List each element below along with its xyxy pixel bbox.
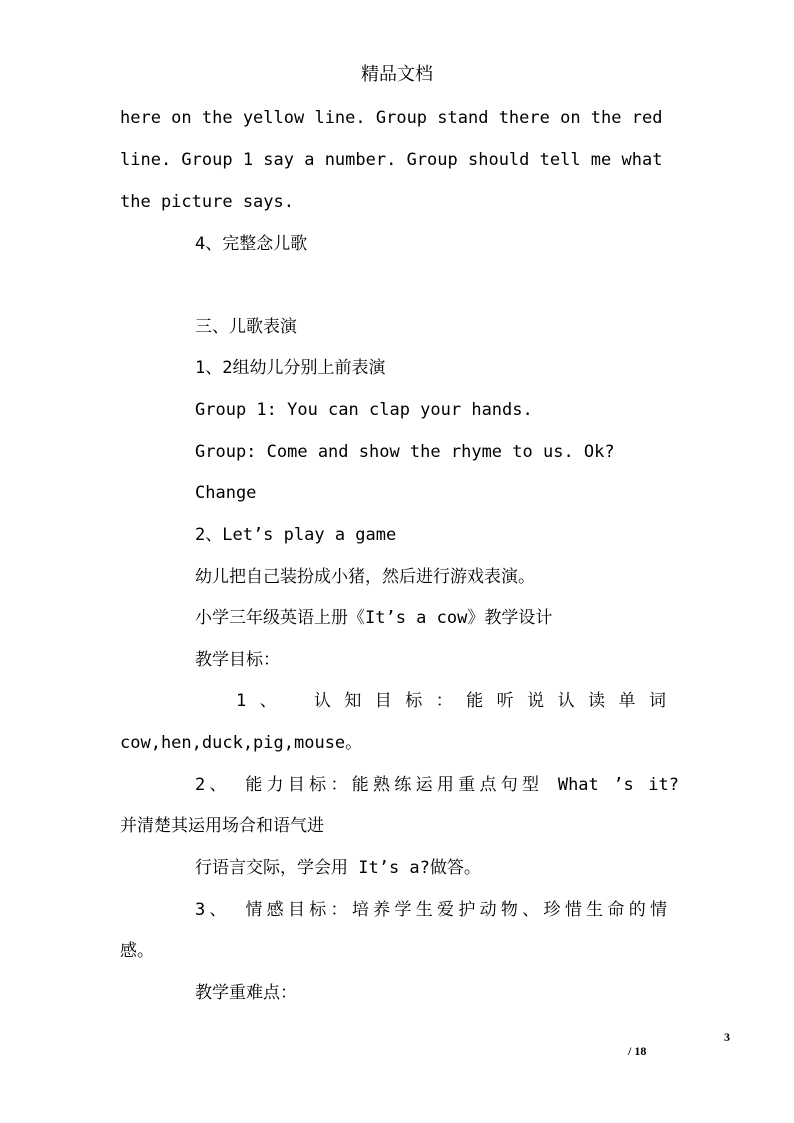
text-line: 幼儿把自己装扮成小猪，然后进行游戏表演。 [195, 567, 535, 587]
page-number: 3 [724, 1030, 730, 1044]
text-line: 并清楚其运用场合和语气进 [120, 816, 324, 836]
text-line: 2、Let’s play a game [195, 525, 397, 545]
text-line: 3、 情感目标：培养学生爱护动物、珍惜生命的情 [195, 900, 667, 920]
text-line: 1、2组幼儿分别上前表演 [195, 358, 386, 378]
text-line: here on the yellow line. Group stand there on the red [120, 108, 663, 128]
text-line: 4、完整念儿歌 [195, 234, 308, 254]
text-line: cow,hen,duck,pig,mouse。 [120, 733, 363, 753]
text-line: 2、 能力目标：能熟练运用重点句型 What ’s it? [195, 775, 679, 795]
text-line: 教学目标： [195, 650, 280, 670]
text-line: Change [195, 483, 257, 503]
text-line: 行语言交际，学会用 It’s a?做答。 [195, 858, 481, 878]
lesson-title: 小学三年级英语上册《It’s a cow》教学设计 [195, 608, 553, 628]
text-line: line. Group 1 say a number. Group should tell me what [120, 150, 663, 170]
section-heading: 三、儿歌表演 [195, 317, 297, 337]
page-header-title: 精品文档 [361, 64, 433, 85]
page-total: / 18 [628, 1044, 647, 1058]
text-line: the picture says. [120, 192, 294, 212]
text-line: Group: Come and show the rhyme to us. Ok? [195, 442, 615, 462]
text-line: Group 1: You can clap your hands. [195, 400, 533, 420]
text-line: 教学重难点： [195, 983, 297, 1003]
text-line: 感。 [120, 941, 154, 961]
text-line: 1、 认知目标：能听说认读单词 [236, 691, 666, 711]
